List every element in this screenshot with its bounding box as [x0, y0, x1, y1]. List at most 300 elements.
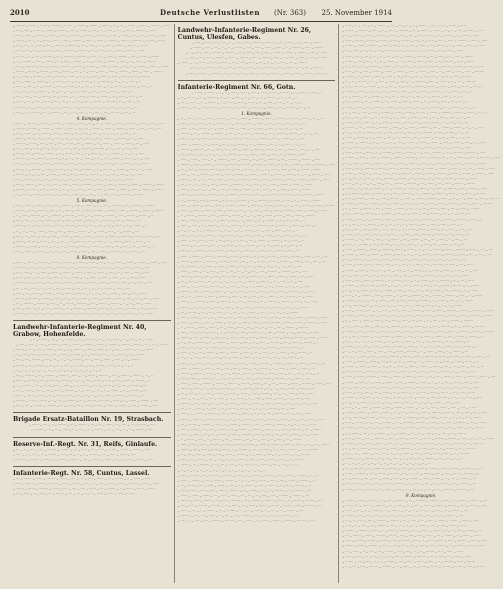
casualty-entry-line: – ····· – ····· – ····· – ········ – ······ – ······ – ········ – ······· – ········ – ······· – ······ – ··· – ··· – ·······	[15, 343, 168, 348]
casualty-entry-line: – ······ – ········ – ···· – ······· – ······· – ·· – ·· – ···· – ······ – ····· – ···· – ······ – ········ – ··	[177, 478, 315, 483]
casualty-entry-line: – ········ – ········ – ··· – ····· – ··· – ····· – ······· – ······· – ······· – ····· – ······· – ···· – ·· – ·····	[177, 147, 321, 152]
casualty-entry-line: – ········ – ···· – ······· – ······· – ·· – ·· – ···· – ······ – ····· – ···· – ······ – ········ – ·· – ······	[13, 157, 151, 162]
casualty-entry-line: – ······ – ···· – ·· – ······· – ··· – ········ – ··· – ··· – ····· – ·· – ···· – ··· – ······· – ····	[28, 423, 155, 428]
casualty-entry-line: – ······· – ·· – ···· – ········ – ··· – ········ – ········ – ····· – ·· – ······ – ········ – ···· – ······· – ·······	[177, 193, 324, 198]
columns	[10, 24, 501, 583]
casualty-entry-line: – ········ – ··· – ··· – ····· – ·· – ···· – ··· – ······· – ···· – ··· – ·· – ·· – ······· – ····	[342, 513, 464, 518]
casualty-entry-line: – ······· – ·· – ·· – ···· – ······ – ····· – ···· – ······ – ········ – ·· – ······ – ···· – ·· – ·······	[342, 299, 473, 304]
issue-number: (Nr. 363)	[273, 9, 306, 17]
casualty-entry-line: – ····· – ····· – ········ – ······ – ······ – ········ – ······· – ········ – ······· – ······ – ··· – ··· – ······· – ······	[342, 166, 496, 171]
casualty-entry-line: – ······ – ··· – ····· – ····· – ··· – ··· – ·· – ···· – ···· – ········ – ········ – ··· – ····· – ···	[342, 232, 470, 237]
casualty-entry-line: – ······ – ······ – ······ – ··· – ····· – ····· – ··· – ··· – ·· – ···· – ···· – ········ – ········ – ···	[177, 493, 310, 498]
casualty-entry-line: – ····· – ····· – ··· – ··· – ·· – ···· – ···· – ········ – ········ – ··· – ····· – ··· – ····· – ·······	[191, 41, 322, 45]
casualty-entry-line: – ····· – ····· – ····· – ········ – ······ – ······ – ········ – ······· – ········ – ······· – ······ – ··· – ··· – ·······	[342, 436, 495, 441]
casualty-entry-line: – ····· – ······· – ···· – ·· – ····· – ····· – ····· – ········ – ······ – ······ – ········ – ······· – ········ – ·······	[342, 309, 494, 314]
casualty-entry-line: – ·· – ·· – ···· – ······ – ····· – ···· – ······ – ········ – ·· – ······ – ···· – ·· – ······· – ···	[177, 356, 304, 361]
casualty-entry-line: – ···· – ······ – ··· – ······· – ·· – ······ – ······ – ······ – ··· – ····· – ····· – ··· – ··· – ··	[342, 100, 469, 105]
casualty-entry-line: – ·· – ···· – ···· – ········ – ········ – ··· – ····· – ··· – ····· – ······· – ······· – ······· – ····· – ·······	[342, 564, 485, 569]
casualty-entry-line: – ······· – ···· – ··· – ·· – ·· – ······· – ···· – ····· – ······ – ····· – ·· – ········ – ····· – ·······	[190, 46, 323, 51]
casualty-entry-line: – ······ – ····· – ···· – ······ – ········ – ·· – ······ – ···· – ·· – ······· – ··· – ········ – ··· – ···	[177, 105, 311, 110]
casualty-entry-line: – ········ – ······· – ········ – ······· – ······ – ··· – ··· – ······· – ······ – ········ – ······ – ···· – ···· – ····	[13, 126, 162, 131]
casualty-entry-line: – ······· – ······· – ····· – ······· – ···· – ·· – ····· – ····· – ····· – ········ – ······ – ······ – ········ – ·······	[177, 320, 328, 325]
casualty-entry-line: – ··· – ······· – ······ – ········ – ······ – ···· – ···· – ···· – ······ – ··· – ······· – ·· – ······ – ······	[342, 534, 481, 539]
casualty-entry-line: – ······· – ·· – ·· – ···· – ······ – ····· – ···· – ······ – ········ – ·· – ······ – ···· – ·· – ·······	[177, 305, 308, 310]
casualty-entry-line: – ········ – ·· – ······ – ···· – ·· – ······· – ··· – ········ – ··· – ··· – ····· – ·· – ···· – ···	[177, 244, 303, 249]
casualty-entry-line: – ······· – ···· – ····· – ······ – ····· – ·· – ········ – ····· – ······· – ·· – ···· – ········ – ··· – ········	[342, 441, 483, 446]
casualty-entry-line: – ···· – ·· – ······· – ··· – ········ – ··· – ··· – ····· – ·· – ···· – ··· – ······· – ···· – ···	[13, 110, 136, 115]
casualty-entry-line: – ····· – ·· – ······ – ········ – ···· – ······· – ······· – ·· – ·· – ···· – ······ – ····· – ···· – ······	[13, 291, 147, 296]
casualty-entry-line: – ·· – ······· – ···· – ····· – ······ – ····· – ·· – ········ – ····· – ······· – ·· – ···· – ········ – ···	[13, 383, 147, 388]
casualty-entry-line: – ···· – ···· – ········ – ········ – ··· – ····· – ··· – ····· – ······· – ······· – ······· – ····· – ······· – ····	[13, 404, 157, 409]
casualty-entry-line: – ····· – ····· – ········ – ······ – ······ – ········ – ······· – ········ – ······· – ······ – ··· – ··· – ······· – ······	[177, 173, 331, 178]
casualty-entry-line: – ··· – ··· – ·· – ···· – ···· – ········ – ········ – ··· – ····· – ··· – ····· – ······· – ······· – ·······	[177, 183, 313, 188]
casualty-entry-line: – ·· – ········ – ····· – ······· – ·· – ···· – ········ – ··· – ········ – ········ – ····· – ·· – ······ – ········	[342, 192, 486, 197]
casualty-entry-line: – ·· – ···· – ······ – ····· – ···· – ······ – ········ – ·· – ······ – ···· – ·· – ······· – ··· – ········	[342, 446, 475, 451]
section-separator	[13, 412, 171, 413]
casualty-entry-line: – ·· – ······ – ···· – ·· – ······· – ··· – ········ – ··· – ··· – ····· – ·· – ···· – ··· – ·······	[177, 437, 302, 442]
casualty-entry-line: – ···· – ···· – ········ – ········ – ··· – ····· – ··· – ····· – ······· – ······· – ······· – ····· – ······· – ····	[342, 503, 487, 508]
casualty-entry-line: – ····· – ····· – ····· – ········ – ······ – ······ – ········ – ······· – ········ – ······· – ······ – ··· – ··· – ·······	[177, 443, 330, 448]
casualty-entry-line: – ······ – ······ – ··· – ····· – ····· – ··· – ··· – ·· – ···· – ···· – ········ – ········ – ··· – ·····	[13, 136, 144, 141]
casualty-entry-line: – ·· – ····· – ····· – ····· – ········ – ······ – ······ – ········ – ······· – ········ – ······· – ······ – ··· – ···	[177, 117, 324, 122]
casualty-entry-line: – ····· – ····· – ··· – ··· – ·· – ···· – ···· – ········ – ········ – ··· – ····· – ··· – ····· – ·······	[342, 54, 473, 59]
casualty-entry-line: – ······ – ······ – ······ – ··· – ····· – ····· – ··· – ··· – ·· – ···· – ···· – ········ – ········ – ···	[342, 487, 474, 492]
casualty-entry-line: – ···· – ··· – ······· – ···· – ··· – ·· – ·· – ······· – ···· – ····· – ······ – ····· – ·· – ········	[177, 458, 305, 463]
casualty-entry-line: – ··· – ······· – ·· – ······ – ······ – ······ – ··· – ····· – ····· – ··· – ··· – ·· – ···· – ····	[177, 264, 302, 269]
casualty-entry-line: – ·· – ····· – ····· – ····· – ········ – ······ – ······ – ········ – ······· – ········ – ······· – ······ – ··· – ···	[342, 110, 489, 115]
casualty-entry-line: – ······· – ····· – ······· – ···· – ·· – ····· – ····· – ····· – ········ – ······ – ······ – ········ – ······· – ········	[13, 209, 164, 214]
casualty-entry-line: – ······· – ···· – ·· – ····· – ····· – ····· – ········ – ······ – ······ – ········ – ······· – ········ – ······· – ······	[177, 178, 330, 183]
page-header	[10, 6, 392, 20]
casualty-entry-line: – ······ – ········ – ······ – ···· – ···· – ···· – ······ – ··· – ······· – ·· – ······ – ······ – ······ – ···	[177, 366, 315, 371]
casualty-entry-line: – ······· – ········ – ······· – ······ – ··· – ··· – ······· – ······ – ········ – ······ – ···· – ···· – ···· – ······	[177, 417, 324, 422]
casualty-entry-line: – ······· – ······ – ········ – ······ – ···· – ···· – ···· – ······ – ··· – ······· – ·· – ······ – ······ – ······	[342, 44, 485, 49]
casualty-entry-line: – ··· – ······· – ······ – ········ – ······ – ···· – ···· – ···· – ······ – ··· – ······· – ·· – ······ – ······	[342, 34, 481, 39]
casualty-entry-line: – ······· – ······ – ··· – ··· – ······· – ······ – ········ – ······ – ···· – ···· – ···· – ······ – ··· – ·······	[13, 311, 154, 316]
casualty-entry-line: – ········ – ······ – ······ – ········ – ······· – ········ – ······· – ······ – ··· – ··· – ······· – ······ – ········ – ······	[13, 24, 171, 28]
publication-date: 25. November 1914	[321, 9, 392, 17]
regiment-heading: Brigade Ersatz-Bataillon Nr. 19, Strasbach.	[13, 416, 164, 424]
casualty-entry-line: – ······· – ··· – ········ – ··· – ··· – ····· – ·· – ···· – ··· – ······· – ···· – ··· – ·· – ··	[342, 456, 463, 461]
company-subheading: 9. Kompagnie.	[405, 492, 437, 498]
casualty-entry-line: – ··· – ····· – ··· – ····· – ······· – ······· – ······· – ····· – ······· – ···· – ·· – ····· – ····· – ·····	[177, 392, 314, 397]
casualty-entry-line: – ····· – ·· – ········ – ····· – ······· – ·· – ···· – ········ – ··· – ········ – ········ – ····· – ·· – ······	[13, 167, 153, 172]
casualty-entry-line: – ······· – ······· – ·· – ·· – ···· – ······ – ····· – ···· – ······ – ········ – ·· – ······ – ···· – ··	[342, 90, 473, 95]
casualty-entry-line: – ··· – ····· – ····· – ··· – ··· – ·· – ···· – ···· – ········ – ········ – ··· – ····· – ··· – ·····	[342, 273, 469, 278]
casualty-entry-line: – ······· – ·· – ···· – ········ – ··· – ········ – ········ – ····· – ·· – ······ – ········ – ···· – ······· – ·······	[342, 187, 489, 191]
casualty-entry-line: – ···· – ··· – ·· – ·· – ······· – ···· – ····· – ······ – ····· – ·· – ········ – ····· – ······· – ··	[13, 219, 140, 224]
casualty-entry-line: – ·· – ······· – ··· – ········ – ··· – ··· – ····· – ·· – ···· – ··· – ······· – ···· – ··· – ··	[177, 95, 298, 100]
header-rule	[10, 21, 392, 22]
casualty-entry-line: – ····· – ··· – ··· – ·· – ···· – ···· – ········ – ········ – ··· – ····· – ··· – ····· – ······· – ·······	[342, 181, 475, 186]
casualty-entry-line: – ···· – ······ – ····· – ···· – ······ – ········ – ·· – ······ – ···· – ·· – ······· – ··· – ········ – ···	[13, 389, 147, 393]
casualty-entry-line: – ········ – ····· – ·· – ······ – ········ – ···· – ······· – ······· – ·· – ·· – ···· – ······ – ····· – ····	[177, 387, 314, 391]
casualty-entry-line: – ········ – ··· – ····· – ··· – ····· – ······· – ······· – ······· – ····· – ······· – ···· – ·· – ····· – ·····	[342, 395, 482, 400]
casualty-entry-line: – ······ – ····· – ·· – ········ – ····· – ······· – ·· – ···· – ········ – ··· – ········ – ········ – ····· – ··	[13, 85, 153, 90]
casualty-entry-line: – ···· – ···· – ······ – ··· – ······· – ·· – ······ – ······ – ······ – ··· – ····· – ····· – ··· – ···	[342, 115, 471, 120]
casualty-entry-line: – ···· – ···· – ········ – ········ – ··· – ····· – ··· – ····· – ······· – ······· – ······· – ····· – ······· – ····	[177, 504, 322, 509]
casualty-entry-line: – ···· – ······ – ····· – ···· – ······ – ········ – ·· – ······ – ···· – ·· – ······· – ··· – ········ – ···	[342, 482, 477, 487]
casualty-entry-line: – ····· – ····· – ··· – ··· – ·· – ···· – ···· – ········ – ········ – ··· – ····· – ··· – ····· – ·······	[342, 554, 473, 559]
casualty-entry-line: – ······· – ····· – ······· – ···· – ·· – ····· – ····· – ····· – ········ – ······ – ······ – ········ – ······· – ········	[342, 329, 494, 334]
right-column	[338, 24, 503, 583]
casualty-entry-line: – ······ – ··· – ··· – ······· – ······ – ········ – ······ – ···· – ···· – ···· – ······ – ··· – ······· – ··	[342, 344, 478, 349]
casualty-entry-line: – ·· – ···· – ······ – ····· – ···· – ······ – ········ – ·· – ······ – ···· – ·· – ······· – ··· – ········	[13, 353, 146, 358]
company-subheading: 5. Kompagnie.	[76, 198, 108, 204]
casualty-entry-line: – ··· – ·· – ·· – ······· – ···· – ····· – ······ – ····· – ·· – ········ – ····· – ······· – ·· – ····	[177, 137, 305, 142]
casualty-entry-line: – ········ – ······· – ········ – ······· – ······ – ··· – ··· – ······· – ······ – ········ – ······ – ···· – ···· – ····	[342, 253, 491, 258]
casualty-entry-line: – ···· – ········ – ··· – ········ – ········ – ····· – ·· – ······ – ········ – ···· – ······· – ······· – ·· – ··	[177, 473, 319, 478]
regiment-heading: Reserve-Inf.-Regt. Nr. 31, Reifs, Ginlaufe.	[13, 440, 158, 448]
casualty-entry-line: – ·· – ·· – ···· – ······ – ····· – ···· – ······ – ········ – ·· – ······ – ···· – ·· – ······· – ···	[13, 229, 139, 234]
casualty-entry-line: – ··· – ··· – ····· – ·· – ···· – ··· – ······· – ···· – ··· – ·· – ·· – ······· – ···· – ·····	[342, 400, 461, 405]
casualty-entry-line: – ··· – ··· – ····· – ·· – ···· – ··· – ······· – ···· – ··· – ·· – ·· – ······· – ···· – ·····	[13, 286, 131, 291]
casualty-entry-line: – ·· – ···· – ········ – ··· – ········ – ········ – ····· – ·· – ······ – ········ – ···· – ······· – ······· – ··	[13, 214, 154, 219]
casualty-entry-line: – ·· – ···· – ······ – ····· – ···· – ······ – ········ – ·· – ······ – ···· – ·· – ······· – ··· – ········	[177, 453, 311, 458]
casualty-entry-line: – ···· – ········ – ········ – ··· – ····· – ··· – ····· – ······· – ······· – ······· – ····· – ······· – ···· – ··	[185, 71, 328, 76]
casualty-entry-line: – ···· – ·· – ····· – ····· – ····· – ········ – ······ – ······ – ········ – ······· – ········ – ······· – ······ – ···	[177, 361, 326, 366]
casualty-entry-line: – ········ – ·· – ······ – ···· – ·· – ······· – ··· – ········ – ··· – ··· – ····· – ·· – ···· – ···	[13, 105, 138, 110]
casualty-entry-line: – ···· – ···· – ···· – ······ – ··· – ······· – ·· – ······ – ······ – ······ – ··· – ····· – ····· – ···	[342, 227, 472, 232]
casualty-entry-line: – ··· – ··· – ······· – ······ – ········ – ······ – ···· – ···· – ···· – ······ – ··· – ······· – ·· – ······	[177, 295, 313, 300]
casualty-entry-line: – ···· – ··· – ······· – ···· – ··· – ·· – ·· – ······· – ···· – ····· – ······ – ····· – ·· – ········	[13, 358, 140, 363]
casualty-entry-line: – ········ – ····· – ·· – ······ – ········ – ···· – ······· – ······· – ·· – ·· – ···· – ······ – ····· – ····	[13, 266, 149, 271]
casualty-entry-line: – ·· – ···· – ··· – ······· – ···· – ··· – ·· – ·· – ······· – ···· – ····· – ······ – ····· – ··	[13, 90, 133, 95]
casualty-entry-line: – ····· – ······· – ···· – ·· – ····· – ····· – ····· – ········ – ······ – ······ – ········ – ······· – ········ – ·······	[177, 315, 329, 320]
casualty-entry-line: – ········ – ······· – ······ – ··· – ··· – ······· – ······ – ········ – ······ – ···· – ···· – ···· – ······ – ···	[13, 244, 155, 249]
casualty-entry-line: – ······ – ········ – ······· – ········ – ······· – ······ – ··· – ··· – ······· – ······ – ········ – ······ – ···· – ····	[342, 248, 494, 253]
casualty-entry-line: – ···· – ······ – ····· – ···· – ······ – ········ – ·· – ······ – ···· – ·· – ······· – ··· – ········ – ···	[177, 488, 312, 493]
casualty-entry-line: – ····· – ····· – ········ – ······ – ······ – ········ – ······· – ········ – ······· – ······ – ··· – ··· – ······· – ······	[13, 34, 167, 39]
casualty-entry-line: – ········ – ······· – ········ – ······· – ······ – ··· – ··· – ······· – ······ – ········ – ······ – ···· – ···· – ····	[177, 259, 327, 264]
casualty-entry-line: – ······ – ········ – ·· – ······ – ···· – ·· – ······· – ··· – ········ – ··· – ··· – ····· – ·· – ····	[342, 136, 471, 141]
casualty-entry-line: – ····· – ···· – ······ – ········ – ·· – ······ – ···· – ·· – ······· – ··· – ········ – ··· – ··· – ·····	[13, 152, 145, 157]
casualty-entry-line: – ····· – ···· – ······ – ········ – ·· – ······ – ···· – ·· – ······· – ··· – ········ – ··· – ··· – ·····	[177, 285, 310, 290]
casualty-entry-line: – ······ – ········ – ······ – ···· – ···· – ···· – ······ – ··· – ······· – ·· – ······ – ······ – ······ – ···	[342, 360, 480, 365]
casualty-entry-line: – ········ – ··· – ··· – ····· – ·· – ···· – ··· – ······· – ···· – ··· – ·· – ·· – ······· – ····	[177, 514, 299, 519]
casualty-entry-line: – ······· – ······· – ······· – ····· – ······· – ···· – ·· – ····· – ····· – ····· – ········ – ······ – ······ – ········	[13, 69, 163, 74]
page-number: 2010	[10, 8, 30, 17]
casualty-entry-line: – ····· – ······ – ····· – ·· – ········ – ····· – ······· – ·· – ···· – ········ – ··· – ········ – ········ – ·····	[342, 151, 486, 156]
casualty-entry-line: – ········ – ··· – ····· – ··· – ····· – ······· – ······· – ······· – ····· – ······· – ···· – ·· – ····· – ·····	[13, 281, 153, 286]
casualty-entry-line: – ····· – ······· – ······· – ······· – ····· – ······· – ···· – ·· – ····· – ····· – ····· – ········ – ······ – ······	[342, 39, 489, 44]
casualty-entry-line: – ···· – ······ – ········ – ·· – ······ – ···· – ·· – ······· – ··· – ········ – ··· – ··· – ····· – ··	[13, 80, 141, 85]
casualty-entry-line: – ·· – ······ – ········ – ···· – ······· – ······· – ·· – ·· – ···· – ······ – ····· – ···· – ······ – ········	[177, 213, 315, 218]
casualty-entry-line: – ········ – ····· – ·· – ······ – ········ – ···· – ······· – ······· – ·· – ·· – ···· – ······ – ····· – ····	[342, 380, 479, 385]
casualty-entry-line: – ······· – ········ – ······· – ······ – ··· – ··· – ······· – ······ – ········ – ······ – ···· – ···· – ···· – ······	[13, 296, 160, 301]
casualty-entry-line: – ····· – ······· – ·· – ···· – ········ – ··· – ········ – ········ – ····· – ·· – ······ – ········ – ···· – ·······	[13, 306, 157, 311]
casualty-entry-line: – ···· – ···· – ···· – ······ – ··· – ······· – ·· – ······ – ······ – ······ – ··· – ····· – ····· – ···	[177, 234, 307, 239]
casualty-entry-line: – ······ – ······ – ··· – ····· – ····· – ··· – ··· – ·· – ···· – ···· – ········ – ········ – ··· – ·····	[342, 263, 473, 268]
casualty-entry-line: – ·· – ······· – ···· – ····· – ······ – ····· – ·· – ········ – ····· – ······· – ·· – ···· – ········ – ···	[342, 477, 477, 482]
casualty-entry-line: – ········ – ······· – ······ – ··· – ··· – ······· – ······ – ········ – ······ – ···· – ···· – ···· – ······ – ···	[342, 365, 485, 370]
casualty-entry-line: – ······ – ··· – ··· – ······· – ······ – ········ – ······ – ···· – ···· – ···· – ······ – ··· – ······· – ··	[177, 351, 313, 356]
casualty-entry-line: – ········ – ····· – ······· – ·· – ···· – ········ – ··· – ········ – ········ – ····· – ·· – ······ – ········ – ····	[342, 498, 488, 503]
casualty-entry-line: – ····· – ·· – ······ – ········ – ···· – ······· – ······· – ·· – ·· – ···· – ······ – ····· – ···· – ······	[177, 412, 312, 417]
casualty-entry-line: – ······ – ······ – ······ – ··· – ····· – ····· – ··· – ··· – ·· – ···· – ···· – ········ – ········ – ···	[13, 394, 145, 399]
casualty-entry-line: – ···· – ···· – ······ – ··· – ······· – ·· – ······ – ······ – ······ – ··· – ····· – ····· – ··· – ···	[177, 122, 306, 127]
casualty-entry-line: – ··· – ····· – ··· – ····· – ······· – ······· – ······· – ····· – ······· – ···· – ·· – ····· – ····· – ·····	[13, 271, 149, 276]
casualty-entry-line: – ········ – ······ – ······ – ········ – ······· – ········ – ······· – ······ – ··· – ··· – ······· – ······ – ········ – ······	[342, 156, 501, 161]
casualty-entry-line: – ····· – ·· – ···· – ··· – ······· – ···· – ··· – ·· – ·· – ······· – ···· – ····· – ······ – ·····	[342, 524, 466, 529]
casualty-entry-line: – ···· – ·· – ······· – ··· – ········ – ··· – ··· – ····· – ·· – ···· – ··· – ······· – ···· – ···	[342, 243, 465, 248]
casualty-entry-line: – ····· – ········ – ······ – ······ – ········ – ······· – ········ – ······· – ······ – ··· – ··· – ······· – ······ – ········	[342, 197, 499, 202]
casualty-entry-line: – ······· – ···· – ·· – ····· – ····· – ····· – ········ – ······ – ······ – ········ – ······· – ········ – ······· – ······	[13, 39, 165, 44]
casualty-entry-line: – ··· – ····· – ··· – ····· – ······· – ······· – ······· – ····· – ······· – ···· – ·· – ····· – ····· – ·····	[342, 385, 479, 390]
left-column	[10, 24, 174, 583]
casualty-entry-line: – ··· – ········ – ··· – ··· – ····· – ·· – ···· – ··· – ······· – ···· – ··· – ·· – ·· – ·······	[13, 177, 133, 182]
casualty-entry-line: – ··· – ····· – ······· – ······· – ······· – ····· – ······· – ···· – ·· – ····· – ····· – ····· – ········ – ······	[342, 161, 486, 166]
casualty-entry-line: – ······· – ·· – ·· – ···· – ······ – ····· – ···· – ······ – ········ – ·· – ······ – ···· – ·· – ·······	[13, 172, 144, 177]
casualty-entry-line: – ··· – ········ – ··· – ··· – ····· – ·· – ···· – ··· – ······· – ···· – ··· – ·· – ·· – ·······	[177, 310, 298, 315]
casualty-entry-line: – ······ – ····· – ·· – ········ – ····· – ······· – ·· – ···· – ········ – ··· – ········ – ········ – ····· – ··	[177, 224, 318, 228]
casualty-entry-line: – ··· – ·· – ···· – ···· – ········ – ········ – ··· – ····· – ··· – ····· – ······· – ······· – ······· – ·····	[342, 519, 480, 523]
casualty-entry-line: – ··· – ··· – ·· – ···· – ···· – ········ – ········ – ··· – ····· – ··· – ····· – ······· – ······· – ·······	[13, 44, 148, 49]
casualty-entry-line: – ···· – ·· – ····· – ····· – ····· – ········ – ······ – ······ – ········ – ······· – ········ – ······· – ······ – ···	[342, 355, 490, 360]
casualty-entry-line: – ····· – ··· – ····· – ······· – ······· – ······· – ····· – ······· – ···· – ·· – ····· – ····· – ····· – ········	[185, 56, 328, 61]
casualty-entry-line: – ········ – ······ – ···· – ···· – ···· – ······ – ··· – ······· – ·· – ······ – ······ – ······ – ··· – ·····	[342, 268, 479, 273]
regiment-heading: Landwehr-Infanterie-Regiment Nr. 40, Grabow, Hohenfelde.	[13, 324, 147, 339]
casualty-entry-line: – ·· – ······· – ···· – ····· – ······ – ····· – ·· – ········ – ····· – ······· – ·· – ···· – ········ – ···	[177, 483, 312, 488]
casualty-entry-line: – ···· – ····· – ······ – ····· – ·· – ········ – ····· – ······· – ·· – ···· – ········ – ··· – ········ – ········	[177, 330, 320, 335]
casualty-entry-line: – ······· – ···· – ··· – ·· – ·· – ······· – ···· – ····· – ······ – ····· – ·· – ········ – ····· – ·······	[342, 59, 475, 64]
casualty-entry-line: – ······· – ········ – ······· – ······ – ··· – ··· – ······· – ······ – ········ – ······ – ···· – ···· – ···· – ······	[342, 411, 489, 416]
casualty-entry-line: – ·· – ·· – ······· – ···· – ····· – ······ – ····· – ·· – ········ – ····· – ······· – ·· – ···· – ········	[190, 66, 323, 71]
casualty-entry-line: – ····· – ·· – ········ – ····· – ······· – ·· – ···· – ········ – ··· – ········ – ········ – ····· – ·· – ······	[177, 300, 318, 305]
section-separator	[13, 320, 171, 321]
casualty-entry-line: – ·· – ······· – ··· – ········ – ··· – ··· – ····· – ·· – ···· – ··· – ······· – ···· – ··· – ··	[342, 95, 463, 100]
casualty-entry-line: – ······· – ······· – ······· – ····· – ······· – ···· – ·· – ····· – ····· – ····· – ········ – ······ – ······ – ········	[342, 202, 493, 207]
casualty-entry-line: – ······ – ······ – ··· – ····· – ····· – ··· – ··· – ·· – ···· – ···· – ········ – ········ – ··· – ·····	[177, 269, 308, 274]
casualty-entry-line: – ········ – ··· – ··· – ····· – ·· – ···· – ··· – ······· – ···· – ··· – ·· – ·· – ······· – ····	[31, 428, 153, 433]
casualty-entry-line: – ····· – ······· – ······· – ······· – ····· – ······· – ···· – ·· – ····· – ····· – ····· – ········ – ······ – ······	[342, 539, 489, 544]
casualty-entry-line: – ·· – ·· – ·· – ·· – ·· – ·· – ·· – ·· – ·· – ·· – ·· – ·· – ·· – ··	[177, 468, 266, 473]
casualty-entry-line: – ··· – ······· – ···· – ··· – ·· – ·· – ······· – ···· – ····· – ······ – ····· – ·· – ········ – ·····	[342, 146, 471, 151]
section-separator	[13, 437, 171, 438]
casualty-entry-line: – ······· – ······· – ······· – ····· – ······· – ···· – ·· – ····· – ····· – ····· – ········ – ······ – ······ – ········	[177, 208, 328, 213]
company-subheading: 1. Kompagnie.	[241, 111, 272, 117]
casualty-entry-line: – ······· – ···· – ·· – ····· – ····· – ····· – ········ – ······ – ······ – ········ – ······· – ········ – ······· – ······	[342, 171, 495, 176]
casualty-entry-line: – ········ – ··· – ········ – ········ – ····· – ·· – ······ – ········ – ···· – ······· – ······· – ·· – ·· – ····	[342, 125, 483, 130]
casualty-entry-line: – ··· – ········ – ········ – ····· – ·· – ······ – ········ – ···· – ······· – ······· – ·· – ·· – ···· – ······	[177, 422, 316, 427]
casualty-entry-line: – ····· – ······· – ·· – ···· – ········ – ··· – ········ – ········ – ····· – ·· – ······ – ········ – ···· – ·······	[342, 421, 487, 426]
casualty-entry-line: – ··· – ··· – ······· – ······ – ········ – ······ – ···· – ···· – ···· – ······ – ··· – ······· – ·· – ······	[342, 288, 478, 293]
casualty-entry-line: – ········ – ······ – ···· – ···· – ···· – ······ – ··· – ······· – ·· – ······ – ······ – ······ – ··· – ·····	[13, 142, 149, 147]
casualty-entry-line: – ····· – ·· – ···· – ··· – ······· – ···· – ··· – ·· – ·· – ······· – ···· – ····· – ······ – ·····	[342, 24, 466, 28]
casualty-entry-line: – ···· – ········ – ··· – ········ – ········ – ····· – ·· – ······ – ········ – ···· – ······· – ······· – ·· – ··	[13, 373, 154, 378]
casualty-entry-line: – ···· – ······· – ······· – ·· – ·· – ···· – ······ – ····· – ···· – ······ – ········ – ·· – ······ – ····	[13, 249, 146, 254]
casualty-entry-line: – ········ – ········ – ····· – ·· – ······ – ········ – ···· – ······· – ······· – ·· – ·· – ···· – ······ – ·····	[342, 29, 483, 34]
casualty-entry-line: – ······· – ·· – ······ – ······ – ······ – ··· – ····· – ····· – ··· – ··· – ·· – ···· – ···· – ········	[342, 74, 472, 79]
casualty-entry-line: – ·· – ···· – ···· – ········ – ········ – ··· – ····· – ··· – ····· – ······· – ······· – ······· – ····· – ·······	[342, 64, 485, 69]
middle-column	[174, 24, 339, 583]
section-separator	[13, 466, 171, 467]
casualty-entry-line: – ···· – ··· – ·· – ·· – ······· – ···· – ····· – ······ – ····· – ·· – ········ – ····· – ······· – ··	[177, 346, 305, 351]
casualty-entry-line: – ···· – ····· – ······ – ····· – ·· – ········ – ····· – ······· – ·· – ···· – ········ – ··· – ········ – ········	[13, 204, 155, 209]
casualty-entry-line: – ··· – ··· – ·· – ···· – ···· – ········ – ········ – ··· – ····· – ··· – ····· – ······· – ······· – ·······	[342, 176, 478, 181]
journal-title: Deutsche Verlustlisten	[160, 8, 260, 17]
casualty-entry-line: – ······ – ······ – ········ – ······· – ········ – ······· – ······ – ··· – ··· – ······· – ······ – ········ – ······ – ····	[342, 375, 496, 380]
casualty-entry-line: – ······ – ······ – ········ – ······· – ········ – ······· – ······ – ··· – ··· – ······· – ······ – ········ – ······ – ····	[13, 261, 167, 266]
casualty-entry-line: – ······ – ········ – ···· – ······· – ······· – ·· – ·· – ···· – ······ – ····· – ···· – ······ – ········ – ··	[13, 378, 151, 383]
casualty-entry-line: – ··· – ·· – ···· – ···· – ········ – ········ – ··· – ····· – ··· – ····· – ······· – ······· – ······· – ·····	[13, 447, 151, 452]
casualty-entry-line: – ·· – ········ – ····· – ······· – ·· – ···· – ········ – ··· – ········ – ········ – ····· – ·· – ······ – ········	[13, 59, 156, 64]
casualty-entry-line: – ··· – ····· – ······· – ······· – ······· – ····· – ······· – ···· – ·· – ····· – ····· – ····· – ········ – ······	[177, 167, 321, 172]
casualty-entry-line: – ······ – ··· – ······· – ·· – ······ – ······ – ······ – ··· – ····· – ····· – ··· – ··· – ·· – ····	[342, 120, 469, 125]
casualty-entry-line: – ······· – ··· – ········ – ··· – ··· – ····· – ·· – ···· – ··· – ······· – ···· – ··· – ·· – ··	[177, 463, 298, 468]
casualty-entry-line: – ······ – ········ – ······· – ········ – ······· – ······ – ··· – ··· – ······· – ······ – ········ – ······ – ···· – ····	[177, 254, 329, 259]
casualty-entry-line: – ········ – ·· – ······ – ···· – ·· – ······· – ··· – ········ – ··· – ··· – ····· – ·· – ···· – ···	[342, 237, 467, 242]
casualty-entry-line: – ····· – ······· – ·· – ···· – ········ – ··· – ········ – ········ – ····· – ·· – ······ – ········ – ···· – ·······	[177, 427, 322, 432]
casualty-entry-line: – ······ – ···· – ···· – ···· – ······ – ··· – ······· – ·· – ······ – ······ – ······ – ··· – ····· – ·····	[342, 390, 475, 395]
casualty-entry-line: – ···· – ····· – ······ – ····· – ·· – ········ – ····· – ······· – ·· – ···· – ········ – ··· – ········ – ········	[342, 324, 485, 329]
casualty-entry-line: – ······ – ···· – ·· – ······· – ··· – ········ – ··· – ··· – ····· – ·· – ···· – ··· – ······· – ····	[342, 508, 469, 513]
casualty-entry-line: – ···· – ······· – ······· – ·· – ·· – ···· – ······ – ····· – ···· – ······ – ········ – ·· – ······ – ····	[177, 376, 311, 381]
casualty-entry-line: – ···· – ······ – ········ – ·· – ······ – ···· – ·· – ······· – ··· – ········ – ··· – ··· – ····· – ··	[342, 212, 471, 217]
casualty-entry-line: – ·· – ···· – ··· – ······· – ···· – ··· – ·· – ·· – ······· – ···· – ····· – ······ – ····· – ··	[177, 229, 298, 234]
casualty-entry-line: – ···· – ······ – ··· – ······· – ·· – ······ – ······ – ······ – ··· – ····· – ····· – ··· – ··· – ··	[177, 100, 304, 105]
casualty-entry-line: – ········ – ······ – ···· – ···· – ···· – ······ – ··· – ······· – ·· – ······ – ······ – ······ – ··· – ·····	[177, 274, 314, 279]
casualty-entry-line: – ········ – ····· – ······· – ·· – ···· – ········ – ··· – ········ – ········ – ····· – ·· – ······ – ········ – ····	[177, 499, 323, 504]
casualty-entry-line: – ··· – ····· – ·· – ···· – ··· – ······· – ···· – ··· – ·· – ·· – ······· – ···· – ····· – ······	[13, 492, 135, 497]
casualty-entry-line: – ····· – ···· – ······ – ········ – ·· – ······ – ···· – ·· – ······· – ··· – ········ – ··· – ··· – ·····	[342, 278, 474, 283]
casualty-entry-line: – ·· – ······ – ···· – ·· – ······· – ··· – ········ – ··· – ··· – ····· – ·· – ···· – ··· – ·······	[342, 431, 466, 436]
casualty-entry-line: – ··· – ····· – ·· – ···· – ··· – ······· – ···· – ··· – ·· – ·· – ······· – ···· – ····· – ······	[342, 49, 464, 54]
casualty-entry-line: – ······· – ···· – ····· – ······ – ····· – ·· – ········ – ····· – ······· – ·· – ···· – ········ – ··· – ········	[13, 348, 154, 353]
casualty-entry-line: – ······· – ···· – ····· – ······ – ····· – ·· – ········ – ····· – ······· – ·· – ···· – ········ – ··· – ········	[177, 448, 319, 453]
casualty-entry-line: – ······· – ······· – ····· – ······· – ···· – ·· – ····· – ····· – ····· – ········ – ······ – ······ – ········ – ·······	[342, 314, 493, 319]
casualty-entry-line: – ··· – ····· – ····· – ··· – ··· – ·· – ···· – ···· – ········ – ········ – ··· – ····· – ··· – ·····	[177, 280, 304, 285]
casualty-entry-line: – ········ – ········ – ····· – ·· – ······ – ········ – ···· – ······· – ······· – ·· – ·· – ···· – ······ – ·····	[342, 529, 483, 534]
casualty-entry-line: – ···· – ·· – ······· – ··· – ········ – ··· – ··· – ····· – ·· – ···· – ··· – ······· – ···· – ···	[177, 249, 300, 254]
casualty-entry-line: – ······· – ······ – ··· – ··· – ······· – ······ – ········ – ······ – ···· – ···· – ···· – ······ – ··· – ·······	[177, 432, 319, 437]
casualty-entry-line: – ····· – ·· – ······ – ········ – ···· – ······· – ······· – ·· – ·· – ···· – ······ – ····· – ···· – ······	[342, 406, 477, 411]
casualty-entry-line: – ····· – ········ – ······ – ······ – ········ – ······· – ········ – ······· – ······ – ··· – ··· – ······· – ······ – ········	[13, 64, 170, 69]
casualty-entry-line: – ··· – ········ – ········ – ····· – ·· – ······ – ········ – ···· – ······· – ······· – ·· – ·· – ···· – ······	[342, 416, 481, 421]
casualty-entry-line: – ·· – ···· – ··· – ······· – ···· – ··· – ·· – ·· – ······· – ···· – ····· – ······ – ····· – ··	[342, 222, 463, 227]
casualty-entry-line: – ······· – ······ – ········ – ······ – ···· – ···· – ···· – ······ – ··· – ······· – ·· – ······ – ······ – ······	[342, 544, 485, 549]
casualty-entry-line: – ····· – ······· – ···· – ·· – ····· – ····· – ····· – ········ – ······ – ······ – ········ – ······· – ········ – ·······	[13, 182, 164, 187]
company-subheading: 4. Kompagnie.	[76, 115, 108, 121]
casualty-entry-line: – ········ – ··· – ········ – ········ – ····· – ·· – ······ – ········ – ···· – ······· – ······· – ·· – ·· – ····	[177, 132, 319, 137]
casualty-entry-line: – ···· – ··· – ·· – ·· – ······· – ···· – ····· – ······ – ····· – ·· – ········ – ····· – ······· – ··	[342, 339, 470, 344]
casualty-entry-line: – ·· – ·· – ·· – ·· – ·· – ·· – ·· – ·· – ·· – ·· – ·· – ·· – ·· – ··	[342, 462, 431, 467]
casualty-entry-line: – ····· – ········ – ······ – ······ – ········ – ······· – ········ – ······· – ······ – ··· – ··· – ······· – ······ – ········	[177, 203, 335, 208]
casualty-entry-line: – ····· – ·· – ···· – ··· – ······· – ···· – ··· – ·· – ·· – ······· – ···· – ····· – ······ – ·····	[13, 452, 137, 457]
casualty-entry-line: – ·· – ···· – ········ – ··· – ········ – ········ – ····· – ·· – ······ – ········ – ···· – ······· – ······· – ··	[177, 341, 319, 346]
casualty-entry-line: – ····· – ··· – ····· – ······· – ······· – ······· – ····· – ······· – ···· – ·· – ····· – ····· – ····· – ········	[342, 69, 485, 74]
casualty-entry-line: – ··· – ··· – ····· – ·· – ···· – ··· – ······· – ···· – ··· – ·· – ·· – ······· – ···· – ·····	[177, 407, 296, 412]
casualty-entry-line: – ·· – ···· – ···· – ········ – ········ – ··· – ····· – ··· – ····· – ······· – ······· – ······· – ····· – ·······	[185, 51, 328, 56]
casualty-entry-line: – ······· – ·· – ······ – ······ – ······ – ··· – ····· – ····· – ··· – ··· – ·· – ···· – ···· – ········	[177, 61, 307, 66]
casualty-entry-line: – ······· – ······ – ········ – ······ – ···· – ···· – ···· – ······ – ··· – ······· – ·· – ······ – ······ – ······	[13, 487, 155, 492]
casualty-entry-line: – ····· – ······ – ····· – ·· – ········ – ····· – ······· – ·· – ···· – ········ – ··· – ········ – ········ – ·····	[177, 157, 321, 162]
casualty-entry-line: – ······· – ······· – ·· – ·· – ···· – ······ – ····· – ···· – ······ – ········ – ·· – ······ – ···· – ··	[191, 90, 322, 95]
casualty-entry-line: – ··· – ····· – ····· – ··· – ··· – ·· – ···· – ···· – ········ – ········ – ··· – ····· – ··· – ·····	[13, 147, 139, 152]
casualty-entry-line: – ···· – ·· – ····· – ····· – ····· – ········ – ······ – ······ – ········ – ······· – ········ – ······· – ······ – ···	[13, 234, 161, 239]
casualty-entry-line: – ······ – ········ – ······· – ········ – ······· – ······ – ··· – ··· – ······· – ······ – ········ – ······ – ···· – ····	[13, 121, 164, 126]
casualty-entry-line: – ······ – ······ – ········ – ······· – ········ – ······· – ······ – ··· – ··· – ······· – ······ – ········ – ······ – ····	[177, 381, 331, 386]
casualty-entry-line: – ·· – ········ – ····· – ······· – ·· – ···· – ········ – ··· – ········ – ········ – ····· – ·· – ······ – ········	[177, 198, 321, 203]
casualty-entry-line: – ········ – ··· – ····· – ··· – ····· – ······· – ······· – ······· – ····· – ······· – ···· – ·· – ····· – ·····	[177, 402, 318, 407]
casualty-entry-line: – ····· – ·· – ········ – ····· – ······· – ·· – ···· – ········ – ··· – ········ – ········ – ····· – ·· – ······	[342, 293, 482, 298]
issue-date	[274, 6, 392, 20]
regiment-heading: Landwehr-Infanterie-Regiment Nr. 26, Cuntus, Ulesfen, Gabes.	[177, 27, 312, 41]
casualty-entry-line: – ·· – ·· – ···· – ······ – ····· – ···· – ······ – ········ – ·· – ······ – ···· – ·· – ······· – ···	[342, 350, 469, 354]
casualty-entry-line: – ··· – ········ – ··· – ··· – ····· – ·· – ···· – ··· – ······· – ···· – ··· – ·· – ·· – ·······	[342, 304, 463, 309]
casualty-entry-line: – ····· – ··· – ··· – ·· – ···· – ···· – ········ – ········ – ··· – ····· – ··· – ····· – ······· – ·······	[177, 188, 311, 193]
company-subheading: 8. Kompagnie.	[76, 255, 108, 261]
casualty-entry-line: – ··· – ·· – ···· – ···· – ········ – ········ – ··· – ····· – ··· – ····· – ······· – ······· – ······· – ·····	[177, 519, 315, 524]
casualty-entry-line: – ········ – ······· – ······ – ··· – ··· – ······· – ······ – ········ – ······ – ···· – ···· – ···· – ······ – ···	[177, 371, 320, 376]
casualty-entry-line: – ··· – ······· – ·· – ······ – ······ – ······ – ··· – ····· – ····· – ··· – ··· – ·· – ···· – ····	[13, 131, 137, 136]
casualty-entry-line: – ······· – ······· – ····· – ······· – ···· – ·· – ····· – ····· – ····· – ········ – ······ – ······ – ········ – ·······	[13, 187, 163, 192]
casualty-entry-line: – ·· – ···· – ········ – ··· – ········ – ········ – ····· – ·· – ······ – ········ – ···· – ······· – ······· – ··	[342, 334, 483, 339]
casualty-entry-line: – ······· – ··· – ········ – ··· – ··· – ····· – ·· – ···· – ··· – ······· – ···· – ··· – ·· – ··	[13, 363, 133, 368]
casualty-entry-line: – ·· – ······ – ···· – ·· – ······· – ··· – ········ – ··· – ··· – ····· – ·· – ···· – ··· – ·······	[30, 338, 154, 343]
casualty-entry-line: – ·· – ·· – ······· – ···· – ····· – ······ – ····· – ·· – ········ – ····· – ······· – ·· – ···· – ········	[342, 80, 475, 85]
casualty-entry-line: – ··· – ······· – ·· – ······ – ······ – ······ – ··· – ····· – ····· – ··· – ··· – ·· – ···· – ····	[342, 258, 466, 263]
casualty-entry-line: – ······ – ···· – ·· – ······· – ··· – ········ – ··· – ··· – ····· – ·· – ···· – ··· – ······· – ····	[177, 509, 304, 514]
casualty-entry-line: – ······ – ········ – ······ – ···· – ···· – ···· – ······ – ··· – ······· – ·· – ······ – ······ – ······ – ···	[13, 239, 151, 244]
casualty-entry-line: – ··· – ··· – ······· – ······ – ········ – ······ – ···· – ···· – ···· – ······ – ··· – ······· – ·· – ······	[13, 162, 148, 167]
casualty-entry-line: – ······· – ······ – ··· – ··· – ······· – ······ – ········ – ······ – ···· – ···· – ···· – ······ – ··· – ·······	[342, 426, 483, 431]
casualty-entry-line: – ···· – ··· – ······· – ···· – ··· – ·· – ·· – ······· – ···· – ····· – ······ – ····· – ·· – ········	[342, 451, 470, 456]
casualty-entry-line: – ····· – ··· – ··· – ·· – ···· – ···· – ········ – ········ – ··· – ····· – ··· – ····· – ······· – ·······	[13, 49, 146, 54]
casualty-entry-line: – ········ – ······ – ······ – ········ – ······· – ········ – ······· – ······ – ··· – ··· – ······· – ······ – ········ – ······	[177, 162, 336, 167]
casualty-entry-line: – ··· – ········ – ········ – ····· – ·· – ······ – ········ – ···· – ······· – ······· – ·· – ·· – ···· – ······	[13, 301, 152, 306]
casualty-entry-line: – ···· – ········ – ··· – ········ – ········ – ····· – ·· – ······ – ········ – ···· – ······· – ······· – ·· – ··	[342, 467, 483, 472]
casualty-entry-line: – ······· – ···· – ··· – ·· – ·· – ······· – ···· – ····· – ······ – ····· – ·· – ········ – ····· – ·······	[342, 559, 475, 564]
casualty-entry-line: – ·· – ······ – ······ – ······ – ··· – ····· – ····· – ··· – ··· – ·· – ···· – ···· – ········ – ········	[177, 325, 308, 330]
casualty-entry-line: – ······· – ····· – ······· – ···· – ·· – ····· – ····· – ····· – ········ – ······ – ······ – ········ – ······· – ········	[177, 336, 329, 341]
casualty-entry-line: – ······ – ········ – ···· – ······· – ······· – ·· – ·· – ···· – ······ – ····· – ···· – ······ – ········ – ··	[342, 472, 480, 477]
casualty-entry-line: – ··· – ····· – ······· – ······· – ······· – ····· – ······· – ···· – ·· – ····· – ····· – ····· – ········ – ······	[13, 29, 156, 34]
casualty-entry-line: – ······ – ··· – ····· – ····· – ··· – ··· – ·· – ···· – ···· – ········ – ········ – ··· – ····· – ···	[13, 100, 140, 105]
casualty-entry-line: – ········ – ········ – ····· – ·· – ······ – ········ – ···· – ······· – ······· – ·· – ·· – ···· – ······ – ·····	[13, 457, 154, 462]
casualty-entry-line: – ···· – ···· – ···· – ······ – ··· – ······· – ·· – ······ – ······ – ······ – ··· – ····· – ····· – ···	[13, 95, 143, 100]
casualty-entry-line: – ······· – ·· – ···· – ········ – ··· – ········ – ········ – ····· – ·· – ······ – ········ – ···· – ······· – ·······	[13, 54, 160, 59]
casualty-entry-line: – ········ – ···· – ······· – ······· – ·· – ·· – ···· – ······ – ····· – ···· – ······ – ········ – ·· – ······	[177, 290, 315, 295]
casualty-entry-line: – ········ – ········ – ··· – ····· – ··· – ····· – ······· – ······· – ······· – ····· – ······· – ···· – ·· – ·····	[342, 141, 486, 146]
casualty-entry-line: – ··· – ······· – ···· – ··· – ·· – ·· – ······· – ···· – ····· – ······ – ····· – ·· – ········ – ·····	[177, 152, 306, 157]
casualty-entry-line: – ·· – ······ – ······ – ······ – ··· – ····· – ····· – ··· – ··· – ·· – ···· – ···· – ········ – ········	[13, 193, 144, 197]
casualty-entry-line: – ········ – ···· – ······· – ······· – ·· – ·· – ···· – ······ – ····· – ···· – ······ – ········ – ·· – ······	[342, 283, 480, 288]
casualty-entry-line: – ······ – ···· – ···· – ···· – ······ – ··· – ······· – ·· – ······ – ······ – ······ – ··· – ····· – ·····	[13, 276, 146, 281]
casualty-entry-line: – ······ – ····· – ·· – ········ – ····· – ······· – ·· – ···· – ········ – ··· – ········ – ········ – ····· – ··	[342, 217, 482, 222]
casualty-entry-line: – ······ – ··· – ······· – ·· – ······ – ······ – ······ – ··· – ····· – ····· – ··· – ··· – ·· – ····	[177, 127, 304, 132]
casualty-entry-line: – ···· – ······ – ········ – ·· – ······ – ···· – ·· – ······· – ··· – ········ – ··· – ··· – ····· – ··	[177, 218, 306, 223]
casualty-entry-line: – ·· – ·· – ·· – ·· – ·· – ·· – ·· – ·· – ·· – ·· – ·· – ·· – ·· – ··	[13, 368, 101, 373]
casualty-entry-line: – ······ – ····· – ···· – ······ – ········ – ·· – ······ – ···· – ·· – ······· – ··· – ········ – ··· – ···	[342, 105, 475, 110]
casualty-entry-line: – ········ – ····· – ······· – ·· – ···· – ········ – ··· – ········ – ········ – ····· – ·· – ······ – ········ – ····	[13, 399, 159, 404]
casualty-entry-line: – ··· – ····· – ·· – ···· – ··· – ······· – ···· – ··· – ·· – ·· – ······· – ···· – ····· – ······	[342, 549, 464, 554]
casualty-entry-line: – ······ – ··· – ····· – ····· – ··· – ··· – ·· – ···· – ···· – ········ – ········ – ··· – ····· – ···	[177, 239, 305, 244]
section-separator	[178, 80, 336, 81]
casualty-entry-line: – ···· – ········ – ········ – ··· – ····· – ··· – ····· – ······· – ······· – ······· – ····· – ······· – ···· – ··	[342, 85, 485, 90]
casualty-entry-line: – ·· – ······ – ········ – ···· – ······· – ······· – ·· – ·· – ···· – ······ – ····· – ···· – ······ – ········	[342, 207, 480, 212]
casualty-entry-line: – ··· – ·· – ·· – ······· – ···· – ····· – ······ – ····· – ·· – ········ – ····· – ······· – ·· – ····	[342, 130, 470, 135]
casualty-entry-line: – ···· – ······· – ······· – ·· – ·· – ···· – ······ – ····· – ···· – ······ – ········ – ·· – ······ – ····	[342, 370, 475, 375]
regiment-heading: Infanterie-Regt. Nr. 58, Cuntus, Lassel.	[13, 469, 150, 477]
casualty-entry-line: – ·· – ······ – ······ – ······ – ··· – ····· – ····· – ··· – ··· – ·· – ···· – ···· – ········ – ········	[342, 319, 473, 324]
casualty-entry-line: – ······ – ···· – ···· – ···· – ······ – ··· – ······· – ·· – ······ – ······ – ······ – ··· – ····· – ·····	[177, 397, 311, 402]
regiment-heading: Infanterie-Regiment Nr. 66, Gotn.	[177, 83, 296, 91]
casualty-entry-line: – ··· – ······· – ······ – ········ – ······ – ···· – ···· – ···· – ······ – ··· – ······· – ·· – ······ – ······	[13, 476, 152, 481]
casualty-entry-line: – ······ – ········ – ·· – ······ – ···· – ·· – ······· – ··· – ········ – ··· – ··· – ····· – ·· – ····	[177, 142, 306, 147]
casualty-entry-line: – ·· – ······ – ········ – ···· – ······· – ······· – ·· – ·· – ···· – ······ – ····· – ···· – ······ – ········	[13, 74, 151, 79]
casualty-entry-line: – ····· – ······· – ······· – ······· – ····· – ······· – ···· – ·· – ····· – ····· – ····· – ········ – ······ – ······	[13, 481, 160, 486]
